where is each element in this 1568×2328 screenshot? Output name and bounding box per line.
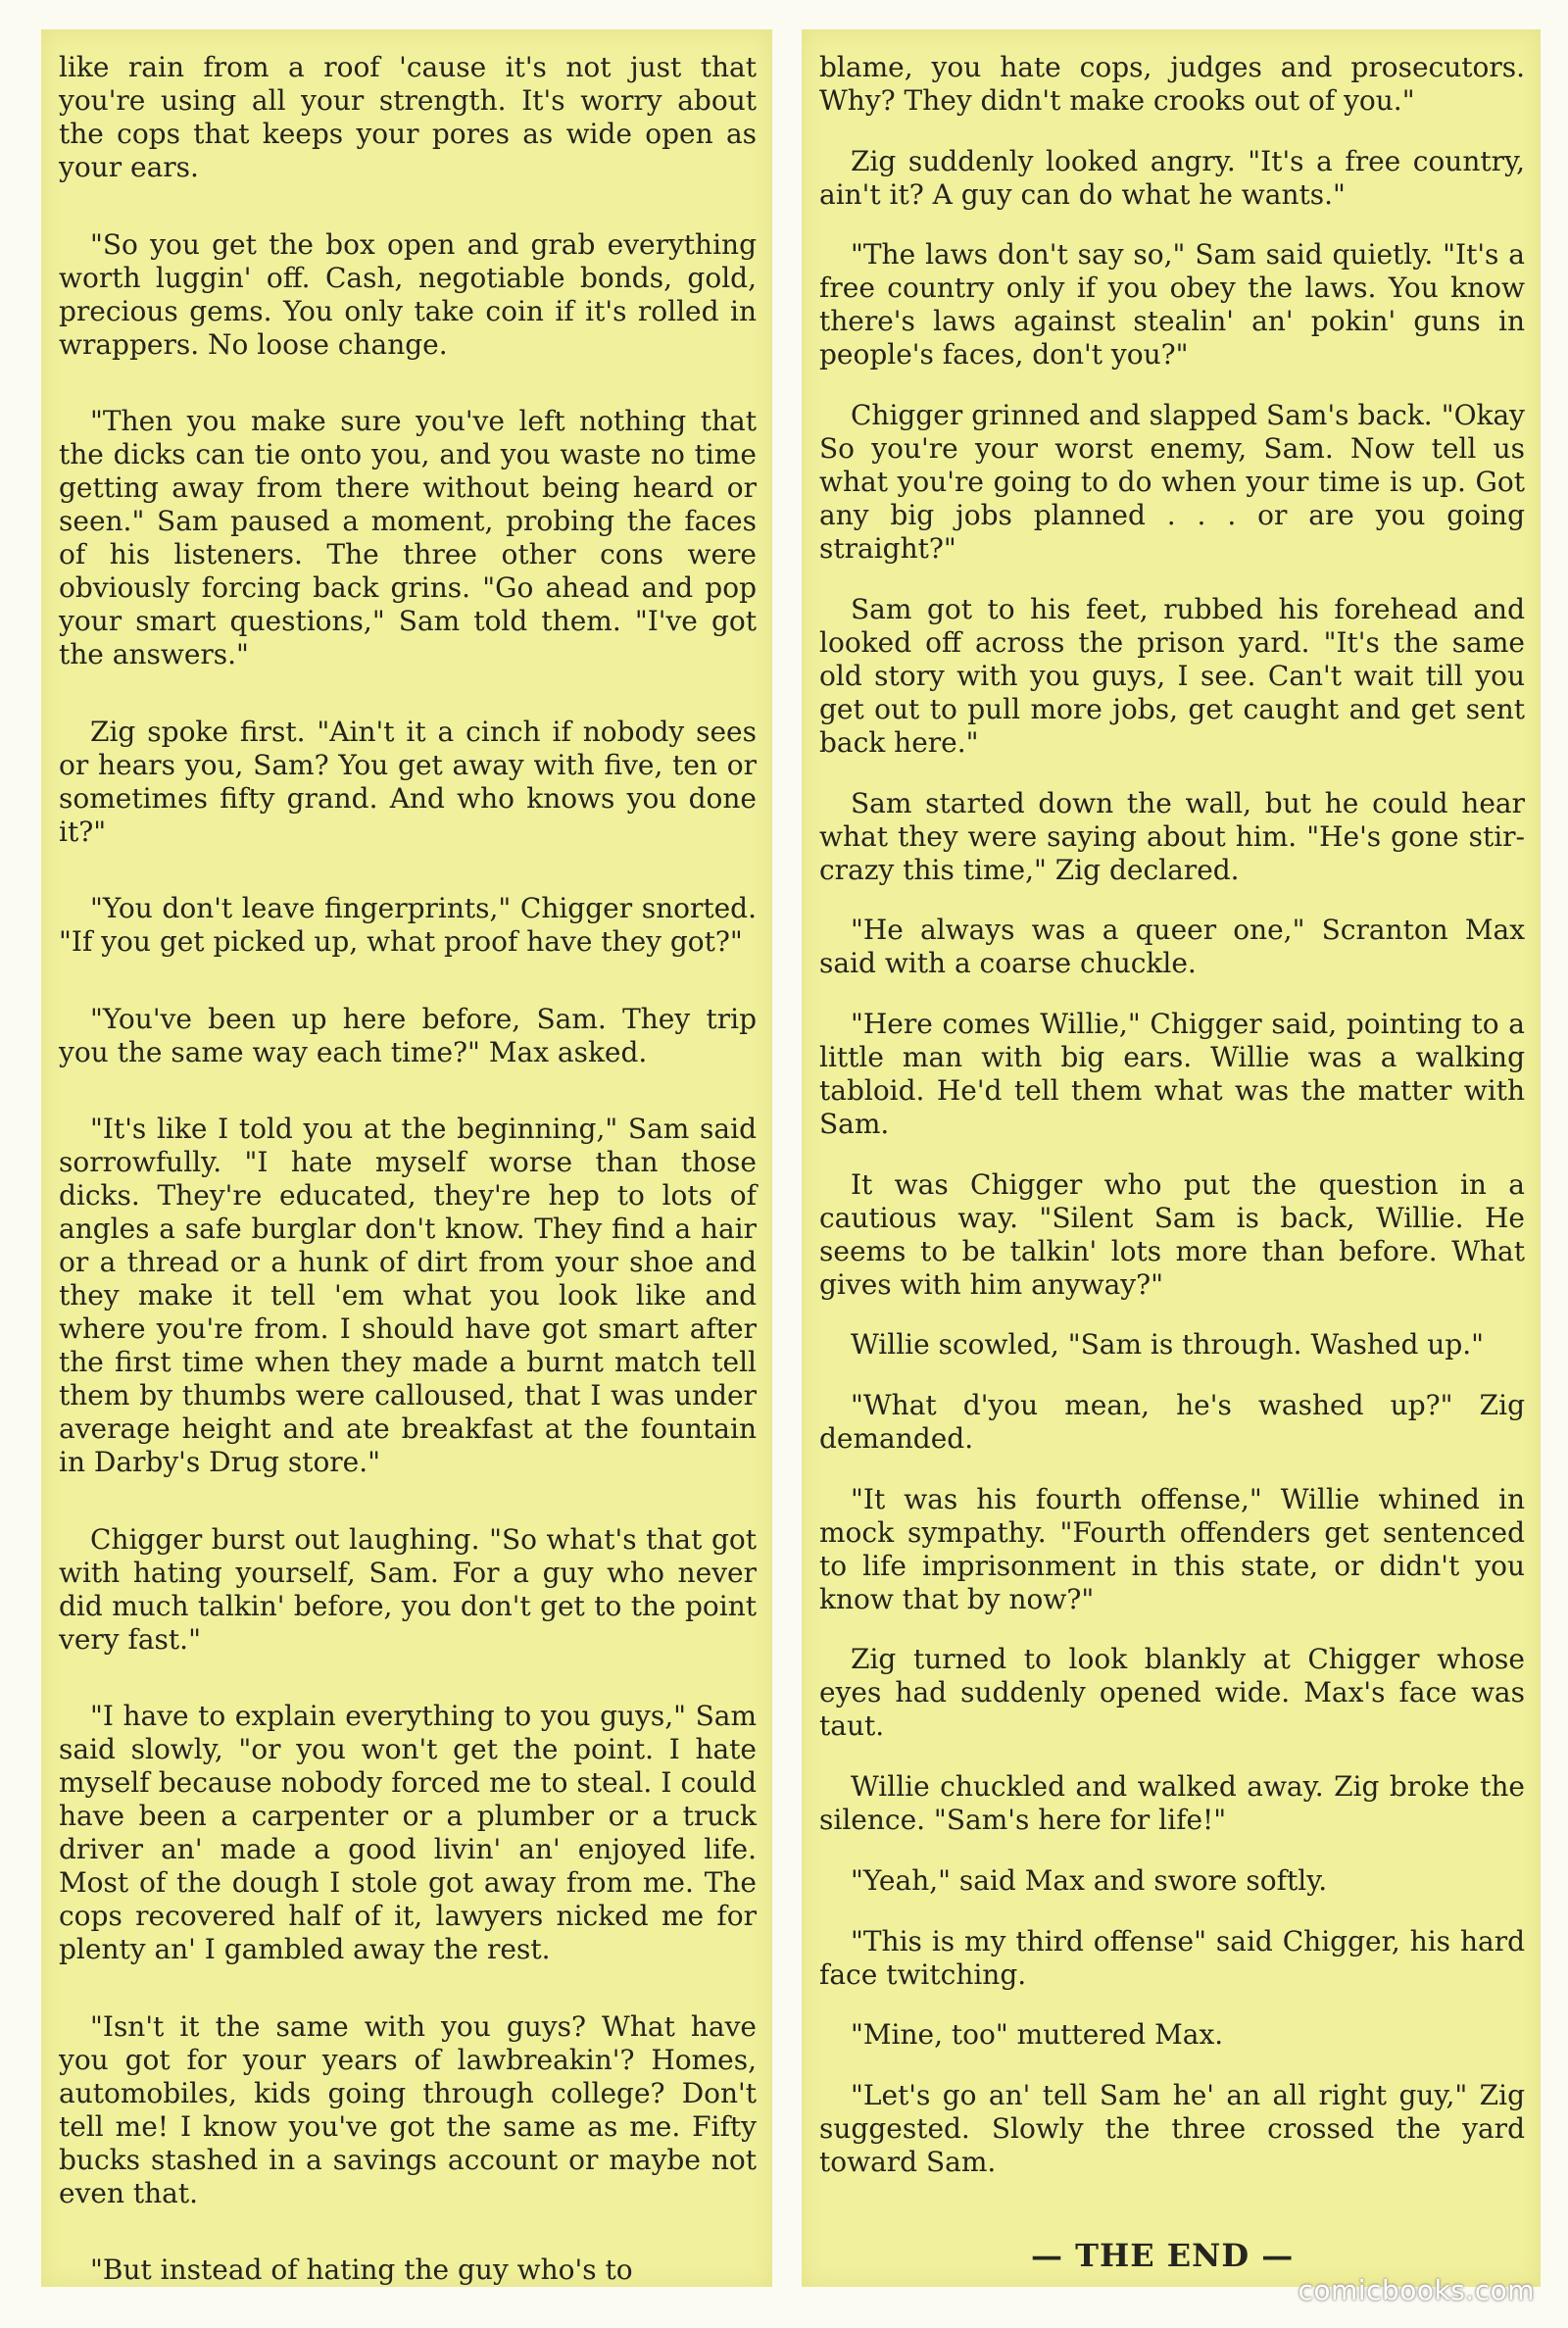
paragraph: Chigger grinned and slapped Sam's back. "Okay So you're your worst enemy, Sam. Now tell us what you're going to do when your time is up. Got any big jobs planned . . . or are you going straight?" (819, 399, 1525, 566)
paragraph: "Mine, too" muttered Max. (851, 2018, 1224, 2052)
paragraph: Zig spoke first. "Ain't it a cinch if nobody sees or hears you, Sam? You get away with five, ten or sometimes fifty grand. And who knows you done it?" (59, 715, 757, 848)
the-end-caption: — THE END — (1031, 2237, 1295, 2274)
paragraph: "It was his fourth offense," Willie whined in mock sympathy. "Fourth offenders get sentenced to life imprisonment in this state, or didn't you know that by now?" (819, 1482, 1525, 1615)
paragraph: "You've been up here before, Sam. They trip you the same way each time?" Max asked. (59, 1002, 757, 1068)
paragraph: "He always was a queer one," Scranton Max said with a coarse chuckle. (819, 914, 1525, 980)
paragraph: like rain from a roof 'cause it's not just that you're using all your strength. It's worry about the cops that keeps your pores as wide open as your ears. (59, 51, 757, 183)
paragraph: blame, you hate cops, judges and prosecutors. Why? They didn't make crooks out of you." (819, 51, 1525, 117)
paragraph: "So you get the box open and grab everything worth luggin' off. Cash, negotiable bonds, gold, precious gems. You only take coin if it's rolled in wrappers. No loose change. (59, 227, 757, 361)
watermark-text: comicbooks.com (1298, 2274, 1535, 2306)
paragraph: Chigger burst out laughing. "So what's that got with hating yourself, Sam. For a guy who never did much talkin' before, you don't get to the point very fast." (59, 1522, 757, 1656)
right-text-column (802, 29, 1541, 2287)
paragraph: Sam started down the wall, but he could hear what they were saying about him. "He's gone stir-crazy this time," Zig declared. (819, 786, 1525, 886)
paragraph: "Then you make sure you've left nothing that the dicks can tie onto you, and you waste no time getting away from there without being heard or seen." Sam paused a moment, probing the faces of his listeners. The three other cons were obviously forcing back grins. "Go ahead and pop your smart questions," Sam told them. "I've got the answers." (59, 405, 757, 670)
paragraph: "Yeah," said Max and swore softly. (851, 1863, 1328, 1897)
paragraph: Sam got to his feet, rubbed his forehead and looked off across the prison yard. "It's the same old story with you guys, I see. Can't wait till you get out to pull more jobs, get caught and get sent back here." (819, 592, 1525, 759)
paragraph: Willie chuckled and walked away. Zig broke the silence. "Sam's here for life!" (819, 1770, 1525, 1837)
paragraph: "I have to explain everything to you guys," Sam said slowly, "or you won't get the point. I hate myself because nobody forced me to steal. I could have been a carpenter or a plumber or a truck driver an' made a good livin' an' enjoyed life. Most of the dough I stole got away from me. The cops recovered half of it, lawyers nicked me for plenty an' I gambled away the rest. (59, 1700, 757, 1965)
paragraph: "Isn't it the same with you guys? What have you got for your years of lawbreakin'? Homes, automobiles, kids going through college? Don't tell me! I know you've got the same as me. Fifty bucks stashed in a savings account or maybe not even that. (59, 2009, 757, 2209)
paragraph: Zig suddenly looked angry. "It's a free country, ain't it? A guy can do what he wants." (819, 144, 1525, 211)
paragraph: "Here comes Willie," Chigger said, pointing to a little man with big ears. Willie was a walking tabloid. He'd tell them what was the matter with Sam. (819, 1007, 1525, 1140)
paragraph: "You don't leave fingerprints," Chigger snorted. "If you get picked up, what proof have they got?" (59, 892, 757, 958)
paragraph: "It's like I told you at the beginning," Sam said sorrowfully. "I hate myself worse than those dicks. They're educated, they're hep to lots of angles a safe burglar don't know. They find a hair or a thread or a hunk of dirt from your shoe and they make it tell 'em what you look like and where you're from. I should have got smart after the first time when they made a burnt match tell them by thumbs were calloused, that I was under average height and ate breakfast at the fountain in Darby's Drug store." (59, 1113, 757, 1478)
paragraph: "The laws don't say so," Sam said quietly. "It's a free country only if you obey the laws. You know there's laws against stealin' an' pokin' guns in people's faces, don't you?" (819, 238, 1525, 371)
paragraph: Willie scowled, "Sam is through. Washed up." (851, 1328, 1485, 1362)
left-text-column (41, 29, 772, 2287)
paragraph: "This is my third offense" said Chigger, his hard face twitching. (819, 1924, 1525, 1991)
paragraph: "What d'you mean, he's washed up?" Zig demanded. (819, 1389, 1525, 1456)
paragraph: "But instead of hating the guy who's to (90, 2254, 633, 2286)
paragraph: "Let's go an' tell Sam he' an all right guy," Zig suggested. Slowly the three crossed the yard toward Sam. (819, 2078, 1525, 2178)
paragraph: Zig turned to look blankly at Chigger whose eyes had suddenly opened wide. Max's face was taut. (819, 1643, 1525, 1743)
paragraph: It was Chigger who put the question in a cautious way. "Silent Sam is back, Willie. He seems to be talkin' lots more than before. What gives with him anyway?" (819, 1167, 1525, 1301)
